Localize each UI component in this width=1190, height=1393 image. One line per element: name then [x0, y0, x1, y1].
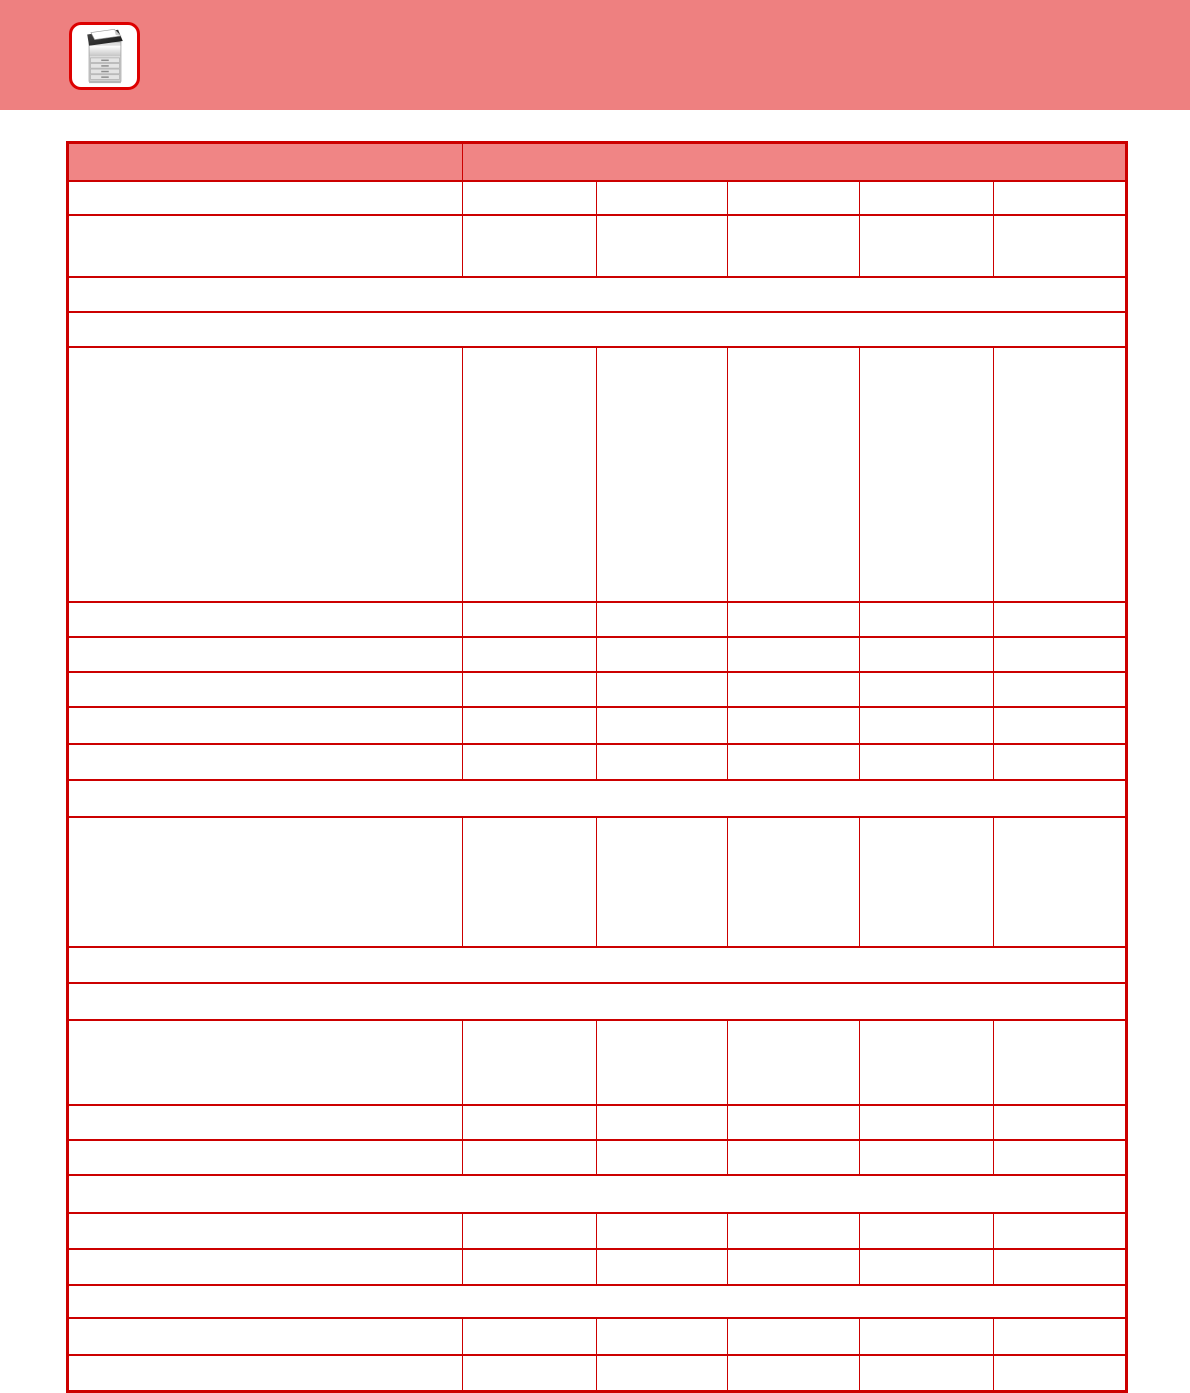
table-cell	[597, 215, 728, 277]
table-cell-full-width	[68, 1285, 1127, 1318]
table-cell	[728, 707, 860, 744]
mfp-printer-icon	[82, 27, 128, 85]
table-cell	[860, 1105, 994, 1140]
table-cell	[463, 672, 597, 707]
table-cell	[597, 1318, 728, 1355]
table-cell	[68, 347, 463, 602]
table-cell	[994, 1213, 1127, 1249]
table-cell	[597, 1140, 728, 1175]
table-cell	[597, 1355, 728, 1392]
table-cell	[994, 602, 1127, 637]
table-header-cell-right	[463, 143, 1127, 181]
table-cell	[463, 215, 597, 277]
table-row	[68, 602, 1127, 637]
table-cell	[68, 1213, 463, 1249]
table-cell	[463, 1140, 597, 1175]
table-cell	[463, 637, 597, 672]
table-cell-full-width	[68, 277, 1127, 312]
table-cell	[463, 602, 597, 637]
table-cell	[597, 1213, 728, 1249]
table-cell	[597, 347, 728, 602]
table-cell	[68, 1140, 463, 1175]
table-cell	[728, 347, 860, 602]
table-cell	[860, 1020, 994, 1105]
table-row	[68, 1140, 1127, 1175]
table-cell	[994, 347, 1127, 602]
table-cell	[860, 1140, 994, 1175]
table-cell	[994, 707, 1127, 744]
table-row	[68, 1285, 1127, 1318]
table-cell	[68, 1355, 463, 1392]
printer-icon-card	[69, 22, 140, 90]
table-header-cell-left	[68, 143, 463, 181]
table-row	[68, 1318, 1127, 1355]
table-cell	[860, 672, 994, 707]
table-cell	[860, 637, 994, 672]
table-cell	[994, 1355, 1127, 1392]
table-cell	[463, 181, 597, 215]
table-row	[68, 637, 1127, 672]
table-cell	[463, 707, 597, 744]
table-row	[68, 1355, 1127, 1392]
table-cell	[68, 181, 463, 215]
table-cell	[994, 817, 1127, 947]
table-row	[68, 744, 1127, 780]
table-cell	[994, 744, 1127, 780]
table-cell	[597, 1020, 728, 1105]
table-cell	[994, 1020, 1127, 1105]
table-cell	[728, 215, 860, 277]
table-cell	[728, 181, 860, 215]
table-cell	[994, 1249, 1127, 1285]
table-cell	[860, 215, 994, 277]
table-cell	[68, 637, 463, 672]
table-row	[68, 1020, 1127, 1105]
table-cell	[728, 744, 860, 780]
table-cell	[597, 602, 728, 637]
table-row	[68, 947, 1127, 983]
table-cell	[463, 1213, 597, 1249]
table-row	[68, 780, 1127, 817]
table-cell	[68, 672, 463, 707]
table-cell-full-width	[68, 312, 1127, 347]
table-cell	[994, 181, 1127, 215]
table-cell	[68, 707, 463, 744]
table-row	[68, 215, 1127, 277]
table-cell	[597, 707, 728, 744]
table-cell	[68, 1318, 463, 1355]
table-cell	[994, 1140, 1127, 1175]
table-cell	[860, 347, 994, 602]
table-row	[68, 983, 1127, 1020]
table-cell	[463, 1318, 597, 1355]
table-cell	[597, 637, 728, 672]
header-banner	[0, 0, 1190, 110]
table-cell	[994, 1105, 1127, 1140]
table-cell	[728, 602, 860, 637]
table-cell	[463, 1249, 597, 1285]
table-cell	[728, 1213, 860, 1249]
table-cell-full-width	[68, 983, 1127, 1020]
table-cell	[994, 215, 1127, 277]
table-cell	[728, 1140, 860, 1175]
table-row	[68, 181, 1127, 215]
table-cell	[68, 1020, 463, 1105]
table-row	[68, 1175, 1127, 1213]
table-cell	[463, 1355, 597, 1392]
table-cell	[728, 1318, 860, 1355]
table-cell-full-width	[68, 947, 1127, 983]
table-row	[68, 1249, 1127, 1285]
table-row	[68, 312, 1127, 347]
table-cell	[463, 347, 597, 602]
table-row	[68, 1105, 1127, 1140]
table-cell	[68, 1105, 463, 1140]
table-cell	[463, 744, 597, 780]
table-cell	[860, 817, 994, 947]
table-cell	[728, 672, 860, 707]
table-cell	[68, 1249, 463, 1285]
table-cell	[728, 1020, 860, 1105]
table-row	[68, 1213, 1127, 1249]
table-cell	[68, 602, 463, 637]
table-row	[68, 672, 1127, 707]
table-cell	[860, 744, 994, 780]
table-cell	[597, 817, 728, 947]
spec-table	[66, 141, 1128, 1393]
table-cell	[860, 1318, 994, 1355]
table-cell	[860, 181, 994, 215]
table-cell	[860, 1249, 994, 1285]
table-cell-full-width	[68, 1175, 1127, 1213]
table-cell	[860, 602, 994, 637]
table-cell	[728, 1249, 860, 1285]
table-cell	[597, 744, 728, 780]
table-cell	[994, 1318, 1127, 1355]
table-cell	[860, 1355, 994, 1392]
table-cell	[728, 637, 860, 672]
table-cell	[994, 637, 1127, 672]
table-cell	[728, 1355, 860, 1392]
table-cell	[463, 817, 597, 947]
table-cell	[860, 707, 994, 744]
table-cell	[463, 1105, 597, 1140]
table-row	[68, 707, 1127, 744]
table-cell	[68, 744, 463, 780]
table-cell	[463, 1020, 597, 1105]
table-header-row	[68, 143, 1127, 181]
table-cell	[728, 817, 860, 947]
table-cell	[597, 672, 728, 707]
table-row	[68, 277, 1127, 312]
table-cell-full-width	[68, 780, 1127, 817]
table-cell	[68, 215, 463, 277]
table-cell	[860, 1213, 994, 1249]
table-cell	[597, 1249, 728, 1285]
spec-table-body	[68, 181, 1127, 1392]
table-row	[68, 817, 1127, 947]
table-cell	[68, 817, 463, 947]
table-cell	[597, 1105, 728, 1140]
table-cell	[728, 1105, 860, 1140]
table-cell	[994, 672, 1127, 707]
table-row	[68, 347, 1127, 602]
table-cell	[597, 181, 728, 215]
